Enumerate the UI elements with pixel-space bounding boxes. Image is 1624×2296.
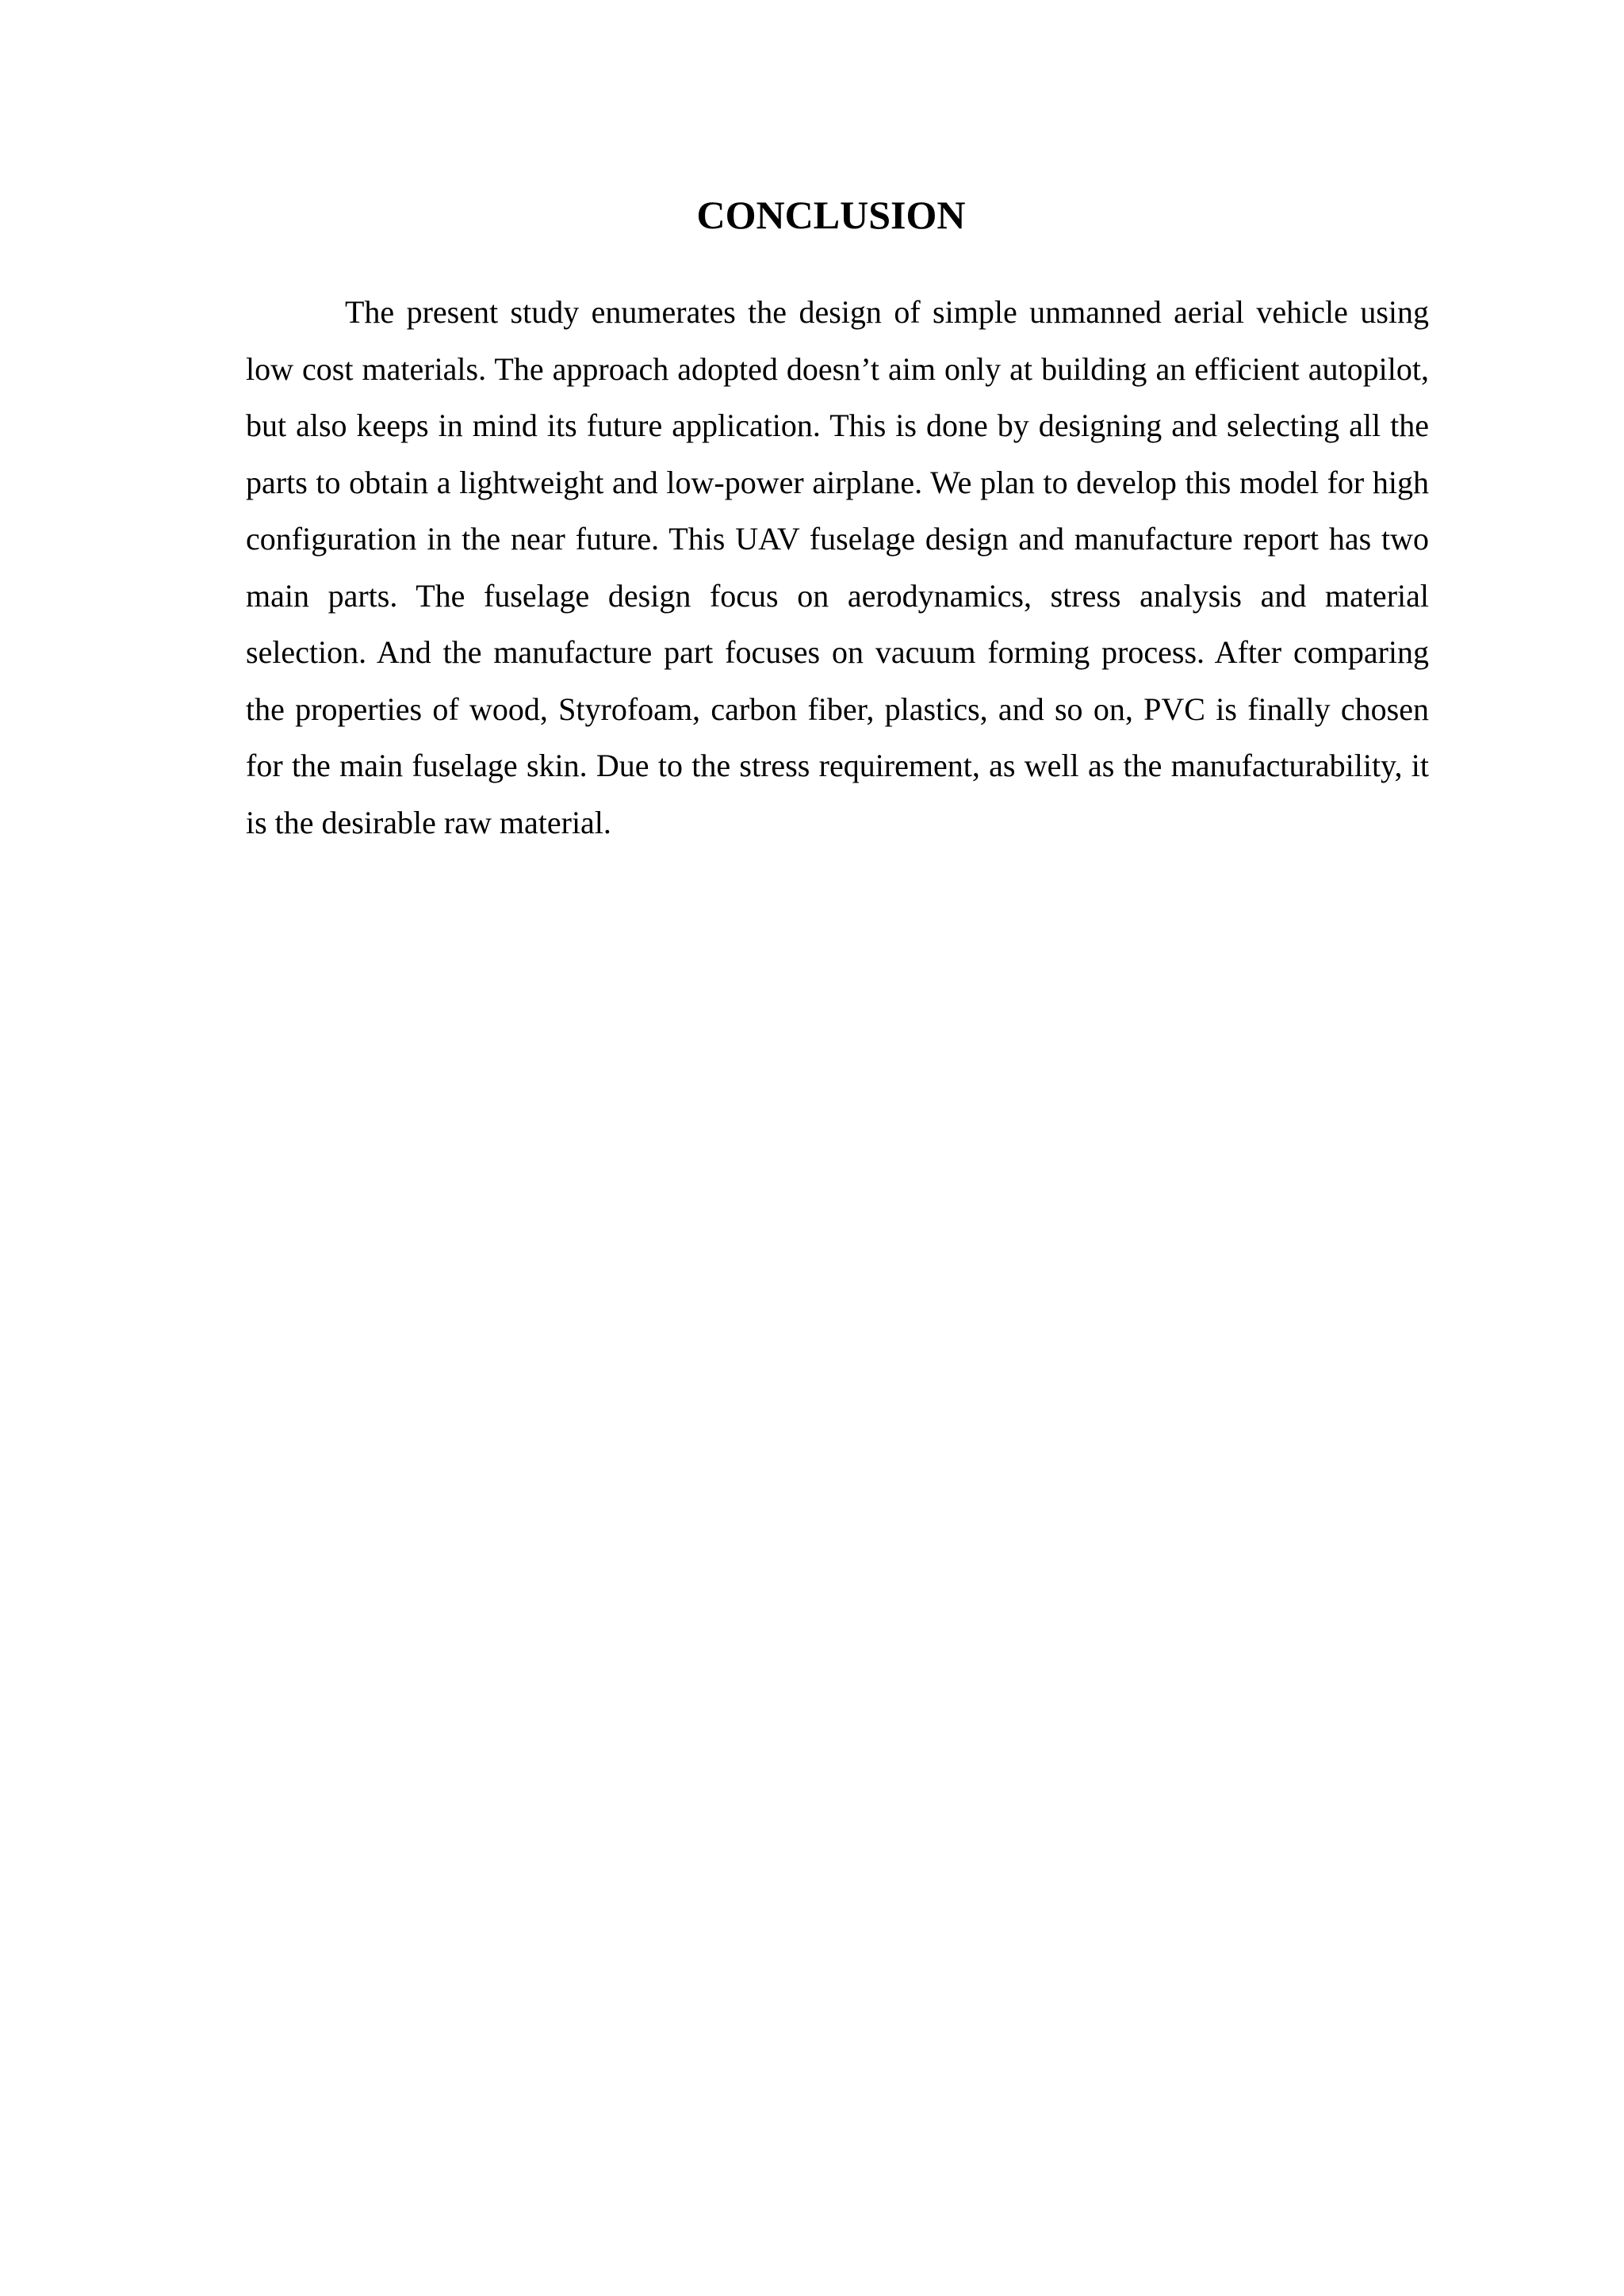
conclusion-paragraph: The present study enumerates the design of simple unmanned aerial vehicle using low cost materials. The approach adopted doesn’t aim only at building an efficient autopilot, but also keeps in mind its future application. This is done by designing and selecting all the parts to obtain a lightweight and low-power airplane. We plan to develop this model for high configuration in the near future. This UAV fuselage design and manufacture report has two main parts. The fuselage design focus on aerodynamics, stress analysis and material selection. And the manufacture part focuses on vacuum forming process. After comparing the properties of wood, Styrofoam, carbon fiber, plastics, and so on, PVC is finally chosen for the main fuselage skin. Due to the stress requirement, as well as the manufacturability, it is the desirable raw material.	[246, 294, 1429, 840]
section-heading: CONCLUSION	[696, 193, 966, 237]
